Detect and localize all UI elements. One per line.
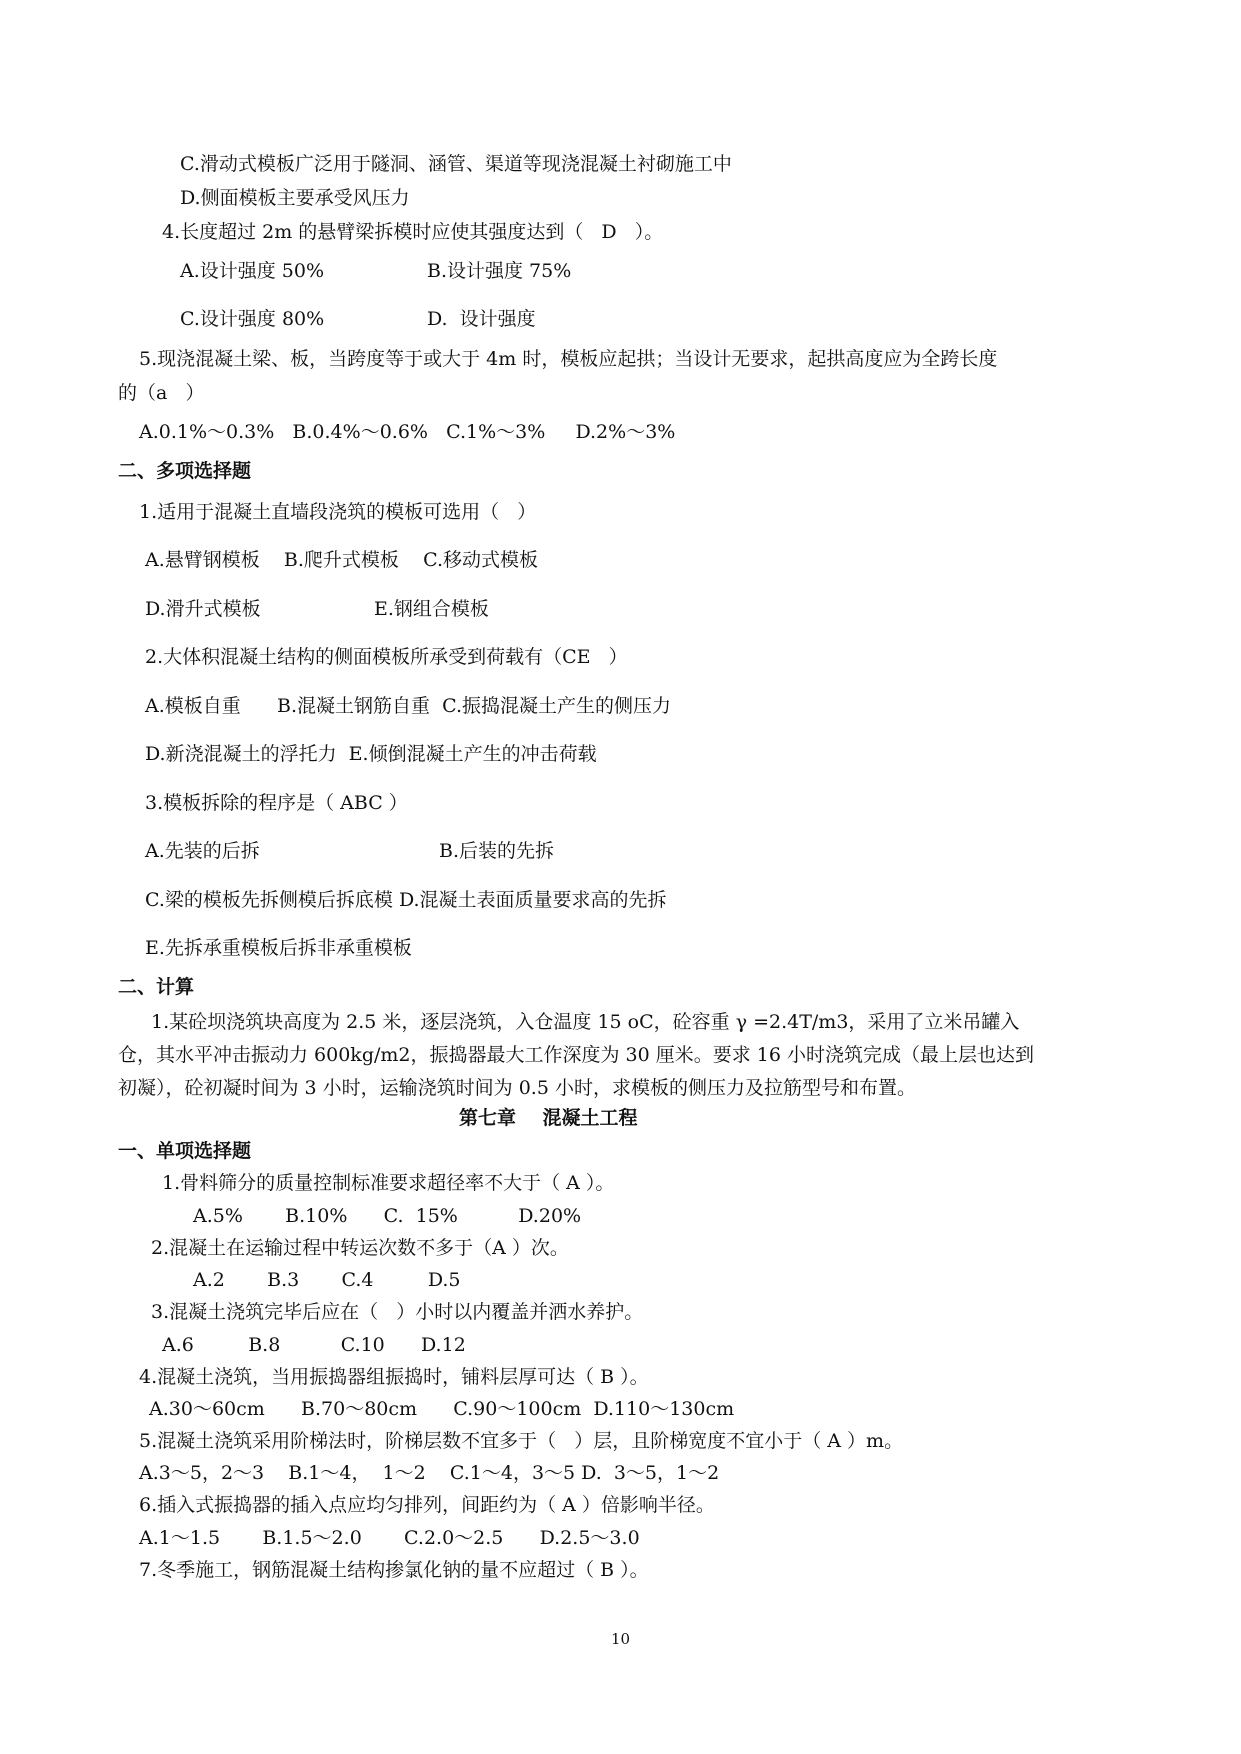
question-line: 5.现浇混凝土梁、板，当跨度等于或大于 4m 时，模板应起拱；当设计无要求，起拱高度应为全跨长度 (139, 348, 998, 370)
option-line: D. 设计强度 (427, 308, 536, 330)
option-line: D.侧面模板主要承受风压力 (180, 187, 410, 209)
question-line: 的（a ） (118, 382, 205, 404)
question-line: 7.冬季施工，钢筋混凝土结构掺氯化钠的量不应超过（ B ）。 (139, 1559, 649, 1581)
option-line: A.5% B.10% C. 15% D.20% (193, 1205, 582, 1227)
question-line: 2.混凝土在运输过程中转运次数不多于（A ）次。 (151, 1237, 569, 1259)
question-line: 6.插入式振捣器的插入点应均匀排列，间距约为（ A ）倍影响半径。 (139, 1494, 715, 1516)
option-line: A.设计强度 50% (180, 260, 325, 282)
question-line: 1.骨料筛分的质量控制标准要求超径率不大于（ A ）。 (162, 1172, 615, 1194)
question-line: 3.模板拆除的程序是（ ABC ） (145, 792, 408, 814)
option-line: A.先装的后拆 (145, 840, 260, 862)
option-line: B.设计强度 75% (427, 260, 572, 282)
question-line: 初凝），砼初凝时间为 3 小时，运输浇筑时间为 0.5 小时，求模板的侧压力及拉筋型号和布置。 (118, 1077, 916, 1099)
option-line: C.设计强度 80% (180, 308, 325, 330)
question-line: 2.大体积混凝土结构的侧面模板所承受到荷载有（CE ） (145, 646, 628, 668)
option-line: A.1～1.5 B.1.5～2.0 C.2.0～2.5 D.2.5～3.0 (139, 1527, 640, 1549)
section-heading: 二、计算 (118, 976, 195, 998)
question-line: 5.混凝土浇筑采用阶梯法时，阶梯层数不宜多于（ ）层，且阶梯宽度不宜小于（ A ）m。 (139, 1430, 904, 1452)
section-heading: 一、单项选择题 (118, 1140, 252, 1162)
question-line: 4.混凝土浇筑，当用振捣器组振捣时，铺料层厚可达（ B ）。 (139, 1366, 649, 1388)
option-line: A.悬臂钢模板 B.爬升式模板 C.移动式模板 (145, 549, 538, 571)
option-line: E.先拆承重模板后拆非承重模板 (145, 937, 412, 959)
chapter-title: 第七章 混凝土工程 (459, 1107, 638, 1129)
question-line: 仓，其水平冲击振动力 600kg/m2，振捣器最大工作深度为 30 厘米。要求 16 小时浇筑完成（最上层也达到 (118, 1044, 1035, 1066)
option-line: A.6 B.8 C.10 D.12 (162, 1334, 466, 1356)
option-line: A.0.1%～0.3% B.0.4%～0.6% C.1%～3% D.2%～3% (139, 421, 676, 443)
option-line: A.2 B.3 C.4 D.5 (193, 1269, 461, 1291)
option-line: D.新浇混凝土的浮托力 E.倾倒混凝土产生的冲击荷载 (145, 743, 597, 765)
section-heading: 二、多项选择题 (118, 460, 252, 482)
question-line: 1.某砼坝浇筑块高度为 2.5 米，逐层浇筑，入仓温度 15 oC，砼容重 γ =2.4T/m3，采用了立米吊罐入 (151, 1011, 1020, 1033)
question-line: 1.适用于混凝土直墙段浇筑的模板可选用（ ） (139, 501, 537, 523)
option-line: C.梁的模板先拆侧模后拆底模 D.混凝土表面质量要求高的先拆 (145, 889, 667, 911)
option-line: B.后装的先拆 (439, 840, 555, 862)
question-line: 3.混凝土浇筑完毕后应在（ ）小时以内覆盖并洒水养护。 (151, 1301, 644, 1323)
option-line: C.滑动式模板广泛用于隧洞、涵管、渠道等现浇混凝土衬砌施工中 (180, 153, 732, 175)
question-line: 4.长度超过 2m 的悬臂梁拆模时应使其强度达到（ D ）。 (162, 221, 664, 243)
option-line: A.模板自重 B.混凝土钢筋自重 C.振捣混凝土产生的侧压力 (145, 695, 671, 717)
option-line: A.30～60cm B.70～80cm C.90～100cm D.110～130cm (149, 1398, 735, 1420)
page-number: 10 (610, 1630, 631, 1648)
option-line: D.滑升式模板 (145, 598, 261, 620)
option-line: E.钢组合模板 (374, 598, 489, 620)
option-line: A.3～5，2～3 B.1～4， 1～2 C.1～4，3～5 D. 3～5，1～2 (139, 1462, 720, 1484)
